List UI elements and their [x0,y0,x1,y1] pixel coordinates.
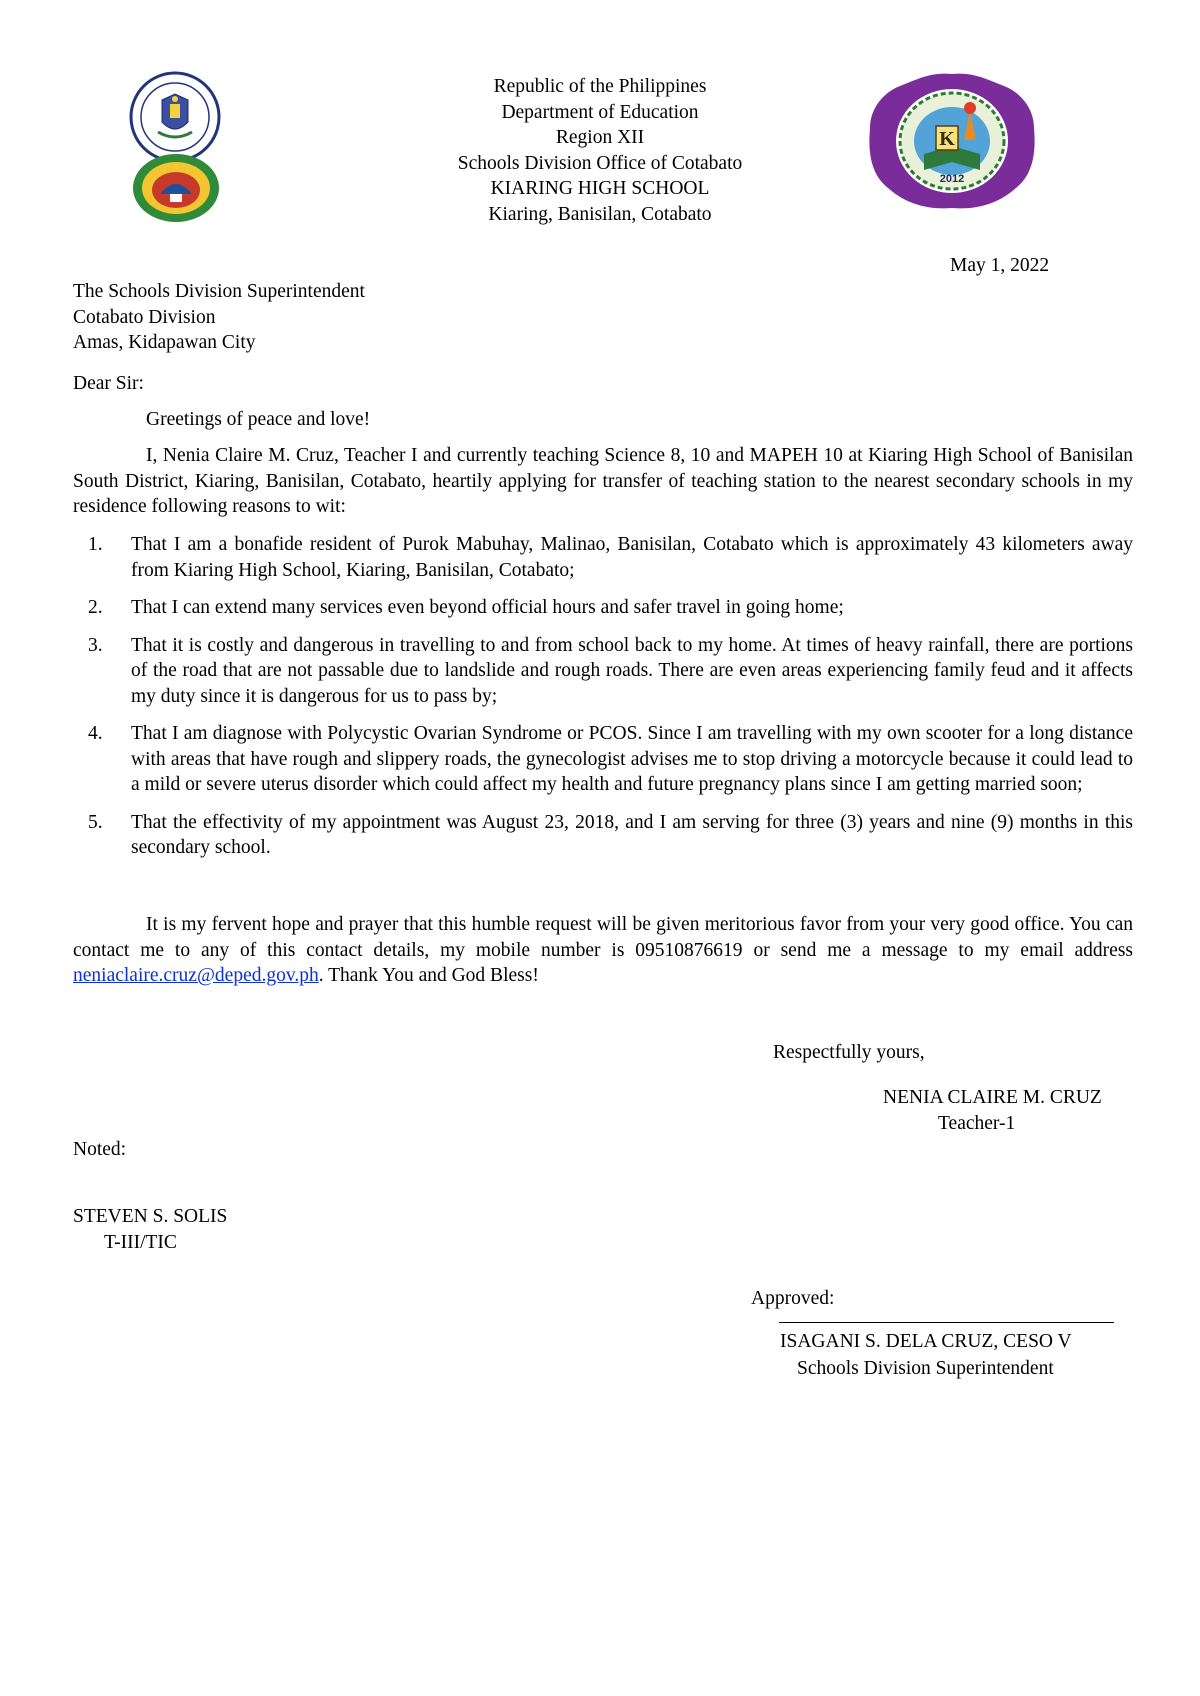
noted-name: STEVEN S. SOLIS [73,1206,228,1227]
school-address: Kiaring, Banisilan, Cotabato [488,203,712,225]
approver-title: Schools Division Superintendent [797,1358,1054,1379]
signature-line [779,1322,1114,1323]
letterhead-line: Region XII [555,127,645,148]
reason-text: That the effectivity of my appointment was August 23, 2018, and I am serving for three (3) years and nine (9) months in this secondary school. [131,811,1133,858]
reason-text: That I can extend many services even beyond official hours and safer travel in going home; [131,597,844,618]
reason-text: That I am diagnose with Polycystic Ovarian Syndrome or PCOS. Since I am travelling with my own scooter for a long distance with areas that have rough and slippery roads, the gynecologist advises me to stop driving a motorcycle because it could lead to a mild or severe uterus disorder which could affect my health and future pregnancy plans since I am getting married soon; [131,723,1133,795]
list-item: 1. That I am a bonafide resident of Purok Mabuhay, Malinao, Banisilan, Cotabato which is approximately 43 kilometers away from Kiaring High School, Kiaring, Banisilan, Cotabato; [88,534,1133,581]
letterhead-line: Republic of the Philippines [493,76,707,97]
addressee-block [73,279,365,356]
letterhead-line: Department of Education [501,101,699,123]
school-seal-icon [866,70,1038,212]
complimentary-close: Respectfully yours, [773,1042,925,1063]
letterhead [400,74,800,227]
noted-title: T-III/TIC [104,1232,177,1253]
list-item: 2. That I can extend many services even beyond official hours and safer travel in going home; [88,597,844,618]
greeting: Greetings of peace and love! [146,409,371,430]
list-item: 4. That I am diagnose with Polycystic Ovarian Syndrome or PCOS. Since I am travelling with my own scooter for a long distance with areas that have rough and slippery roads, the gynecologist advises me to stop driving a motorcycle because it could lead to a mild or severe uterus disorder which could affect my health and future pregnancy plans since I am getting married soon; [88,723,1133,795]
sender-title: Teacher-1 [938,1113,1016,1134]
letterhead-line: Schools Division Office of Cotabato [457,152,743,174]
svg-text:K: K [939,128,955,150]
sender-name: NENIA CLAIRE M. CRUZ [883,1087,1102,1108]
svg-text:2012: 2012 [939,173,965,185]
school-name: KIARING HIGH SCHOOL [490,178,710,199]
intro-paragraph: I, Nenia Claire M. Cruz, Teacher I and currently teaching Science 8, 10 and MAPEH 10 at Kiaring High School of Banisilan South District, Kiaring, Banisilan, Cotabato, heartily applying for transfer of teaching station to the nearest secondary schools in my residence following reasons to wit: [73,445,1133,517]
addressee-line: The Schools Division Superintendent [73,281,365,302]
noted-label: Noted: [73,1139,127,1160]
reason-text: That I am a bonafide resident of Purok Mabuhay, Malinao, Banisilan, Cotabato which is approximately 43 kilometers away from Kiaring High School, Kiaring, Banisilan, Cotabato; [131,534,1133,581]
approved-label: Approved: [751,1288,835,1309]
list-item: 3. That it is costly and dangerous in travelling to and from school back to my home. At times of heavy rainfall, there are portions of the road that are not passable due to landslide and rough roads. There are even areas experiencing family feud and it affects my duty since it is dangerous for us to pass by; [88,634,1133,707]
reasons-list [73,532,1133,873]
approver-name: ISAGANI S. DELA CRUZ, CESO V [780,1331,1072,1352]
salutation: Dear Sir: [73,373,144,394]
division-seal-icon [130,150,222,224]
closing-paragraph: It is my fervent hope and prayer that this humble request will be given meritorious favor from your very good office. You can contact me to any of this contact details, my mobile number is 09510876619 or send me a message to my email address neniaclaire.cruz@deped.gov.ph. Thank You and God Bless! [73,914,1133,986]
addressee-line: Cotabato Division [73,306,216,328]
reason-text: That it is costly and dangerous in travelling to and from school back to my home. At times of heavy rainfall, there are portions of the road that are not passable due to landslide and rough roads. There are even areas experiencing family feud and it affects my duty since it is dangerous for us to pass by; [131,634,1133,707]
list-item: 5. That the effectivity of my appointment was August 23, 2018, and I am serving for three (3) years and nine (9) months in this secondary school. [88,811,1133,858]
letter-date: May 1, 2022 [950,255,1050,276]
addressee-line: Amas, Kidapawan City [73,332,256,353]
email-link[interactable]: neniaclaire.cruz@deped.gov.ph [73,965,319,986]
